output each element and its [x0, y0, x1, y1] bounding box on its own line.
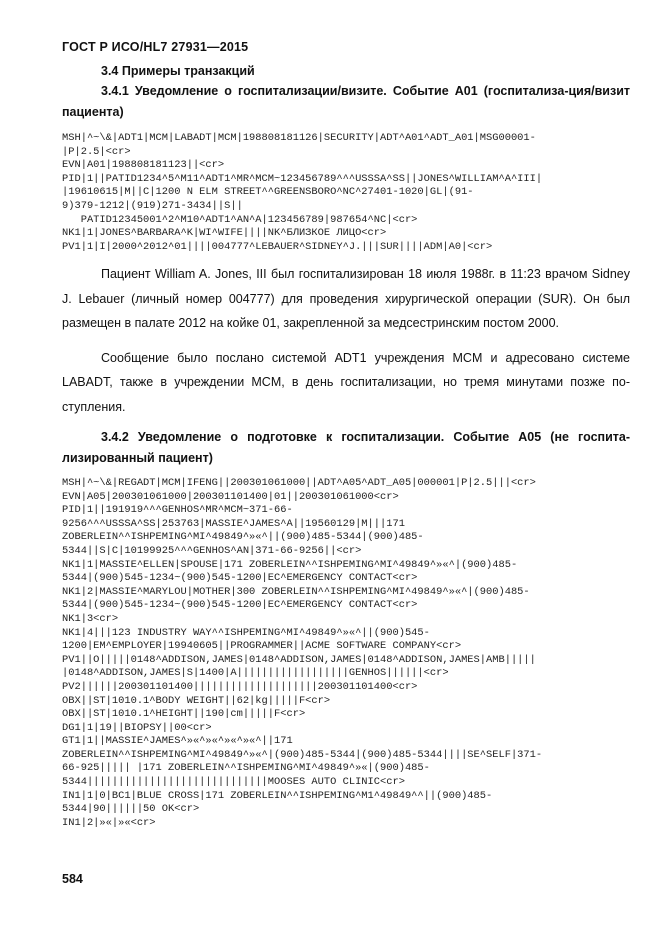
code-line: PV1|1|I|2000^2012^01||||004777^LEBAUER^SIDNEY^J.|||SUR||||ADM|A0|<cr> — [62, 240, 493, 253]
code-line: 5344||S|C|10199925^^^GENHOS^AN|371-66-9256||<cr> — [62, 544, 362, 557]
code-line: |19610615|M||C|1200 N ELM STREET^^GREENSBORO^NC^27401-1020|GL|(91- — [62, 186, 474, 199]
code-line: 66-925||||| |171 ZOBERLEIN^^ISHPEMING^MI^49849^»«|(900)485- — [62, 762, 430, 775]
code-line: 5344|(900)545-1234~(900)545-1200|EC^EMERGENCY CONTACT<cr> — [62, 599, 418, 612]
code-line: 9)379-1212|(919)271-3434||S|| — [62, 199, 243, 212]
code-line: |0148^ADDISON,JAMES|S|1400|A||||||||||||||||||GENHOS||||||<cr> — [62, 667, 449, 680]
code-line: NK1|2|MASSIE^MARYLOU|MOTHER|300 ZOBERLEIN^^ISHPEMING^MI^49849^»«^|(900)485- — [62, 585, 530, 598]
code-line: EVN|A05|200301061000|200301101400|01||200301061000<cr> — [62, 490, 399, 503]
code-line: 5344|90||||||50 OK<cr> — [62, 803, 200, 816]
code-line: 1200|EM^EMPLOYER|19940605||PROGRAMMER||ACME SOFTWARE COMPANY<cr> — [62, 640, 462, 653]
code-line: OBX||ST|1010.1^BODY WEIGHT||62|kg|||||F<cr> — [62, 694, 331, 707]
code-line: 9256^^^USSSA^SS|253763|MASSIE^JAMES^A||19560129|M|||171 — [62, 517, 405, 530]
code-line: EVN|A01|198808181123||<cr> — [62, 159, 225, 172]
code-line: NK1|4|||123 INDUSTRY WAY^^ISHPEMING^MI^49849^»«^||(900)545- — [62, 626, 430, 639]
code-line: ZOBERLEIN^^ISHPEMING^MI^49849^»«^|(900)485-5344|(900)485-5344||||SE^SELF|371- — [62, 748, 543, 761]
code-line: |P|2.5|<cr> — [62, 145, 131, 158]
code-line: DG1|1|19||BIOPSY||00<cr> — [62, 721, 212, 734]
paragraph-1: Пациент William A. Jones, III был госпитализирован 18 июля 1988г. в 11:23 врачом Sidney J. Lebauer (личный номер 004777) для проведения хирургической операции (SUR). Он был размещен в палате 2012 на койке 01, закрепленной за медсестринским постом 2000. — [62, 267, 630, 330]
code-line: 5344|(900)545-1234~(900)545-1200|EC^EMERGENCY CONTACT<cr> — [62, 572, 418, 585]
code-line: NK1|1|MASSIE^ELLEN|SPOUSE|171 ZOBERLEIN^^ISHPEMING^MI^49849^»«^|(900)485- — [62, 558, 518, 571]
code-line: PID|1||PATID1234^5^M11^ADT1^MR^MCM~123456789^^^USSSA^SS||JONES^WILLIAM^A^III| — [62, 172, 543, 185]
page-number: 584 — [62, 872, 83, 886]
code-line: NK1|1|JONES^BARBARA^K|WI^WIFE||||NK^БЛИЗКОЕ ЛИЦО<cr> — [62, 227, 387, 240]
section-title: 3.4 Примеры транзакций — [101, 64, 255, 78]
code-line: IN1|2|»«|»«<cr> — [62, 816, 156, 829]
code-line: MSH|^~\&|ADT1|MCM|LABADT|MCM|198808181126|SECURITY|ADT^A01^ADT_A01|MSG00001- — [62, 132, 536, 144]
body-text — [62, 262, 630, 419]
code-line: PATID12345001^2^M10^ADT1^AN^A|123456789|987654^NC|<cr> — [62, 213, 418, 226]
document-header: ГОСТ Р ИСО/HL7 27931—2015 — [62, 40, 249, 54]
code-line: PID|1||191919^^^GENHOS^MR^MCM~371-66- — [62, 504, 293, 517]
code-line: PV2||||||200301101400||||||||||||||||||||200301101400<cr> — [62, 680, 418, 693]
code-line: ZOBERLEIN^^ISHPEMING^MI^49849^»«^||(900)485-5344|(900)485- — [62, 531, 424, 544]
code-line: IN1|1|0|BC1|BLUE CROSS|171 ZOBERLEIN^^ISHPEMING^M1^49849^^||(900)485- — [62, 789, 493, 802]
code-block-2 — [62, 477, 652, 830]
subsection-title-1: 3.4.1 Уведомление о госпитализации/визите. Событие A01 (госпитализа-ция/визит пациента) — [62, 84, 630, 119]
subsection-title-2: 3.4.2 Уведомление о подготовке к госпитализации. Событие A05 (не госпита-лизированный пациент) — [62, 430, 630, 465]
code-block-1 — [62, 132, 652, 254]
paragraph-2: Сообщение было послано системой ADT1 учреждения MCM и адресовано системе LABADT, также в учреждении MCM, в день госпитализации, но тремя минутами позже по-ступления. — [62, 350, 630, 414]
code-line: OBX||ST|1010.1^HEIGHT||190|cm|||||F<cr> — [62, 708, 306, 721]
code-line: 5344|||||||||||||||||||||||||||||MOOSES AUTO CLINIC<cr> — [62, 776, 405, 789]
code-line: MSH|^~\&|REGADT|MCM|IFENG||200301061000||ADT^A05^ADT_A05|000001|P|2.5|||<cr> — [62, 477, 536, 489]
code-line: GT1|1||MASSIE^JAMES^»«^»«^»«^»«^||171 — [62, 735, 293, 748]
code-line: NK1|3<cr> — [62, 612, 119, 625]
code-line: PV1||O|||||0148^ADDISON,JAMES|0148^ADDISON,JAMES|0148^ADDISON,JAMES|AMB||||| — [62, 653, 536, 666]
